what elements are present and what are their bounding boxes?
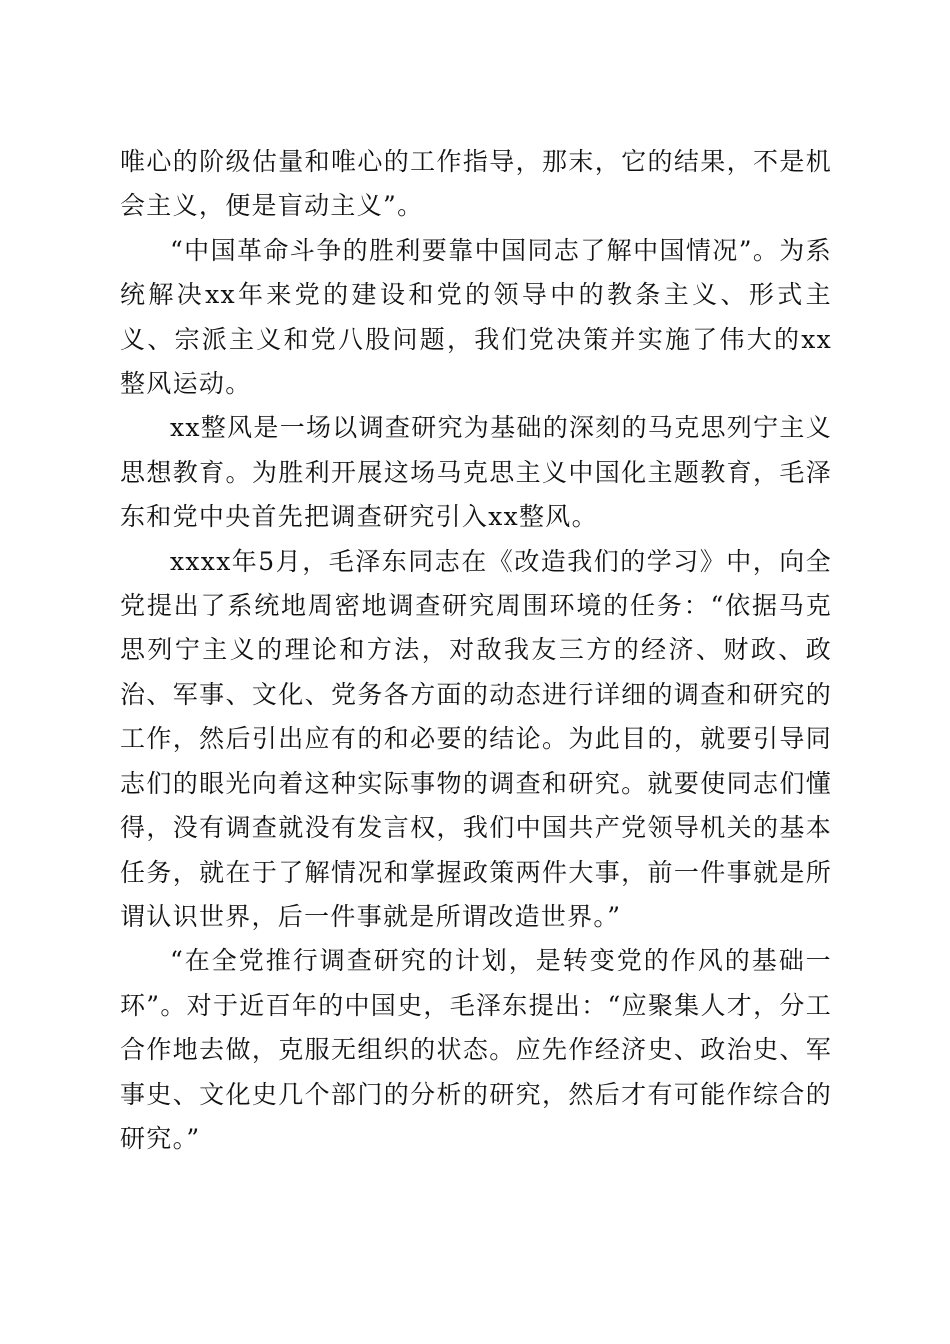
paragraph: “中国革命斗争的胜利要靠中国同志了解中国情况”。为系统解决xx年来党的建设和党的领导中的教条主义、形式主义、宗派主义和党八股问题，我们党决策并实施了伟大的xx整风运动。 (120, 235, 832, 399)
document-body (120, 140, 832, 1161)
paragraph: xx整风是一场以调查研究为基础的深刻的马克思列宁主义思想教育。为胜利开展这场马克思主义中国化主题教育，毛泽东和党中央首先把调查研究引入xx整风。 (120, 413, 833, 532)
paragraph-continuation: 唯心的阶级估量和唯心的工作指导，那末，它的结果，不是机会主义，便是盲动主义”。 (120, 147, 832, 221)
paragraph: “在全党推行调查研究的计划，是转变党的作风的基础一环”。对于近百年的中国史，毛泽东提出：“应聚集人才，分工合作地去做，克服无组织的状态。应先作经济史、政治史、军事史、文化史几个部门的分析的研究，然后才有可能作综合的研究。” (120, 946, 832, 1153)
paragraph: xxxx年5月，毛泽东同志在《改造我们的学习》中，向全党提出了系统地周密地调查研究周围环境的任务：“依据马克思列宁主义的理论和方法，对敌我友三方的经济、财政、政治、军事、文化、党务各方面的动态进行详细的调查和研究的工作，然后引出应有的和必要的结论。为此目的，就要引导同志们的眼光向着这种实际事物的调查和研究。就要使同志们懂得，没有调查就没有发言权，我们中国共产党领导机关的基本任务，就在于了解情况和掌握政策两件大事，前一件事就是所谓认识世界，后一件事就是所谓改造世界。” (120, 546, 832, 931)
